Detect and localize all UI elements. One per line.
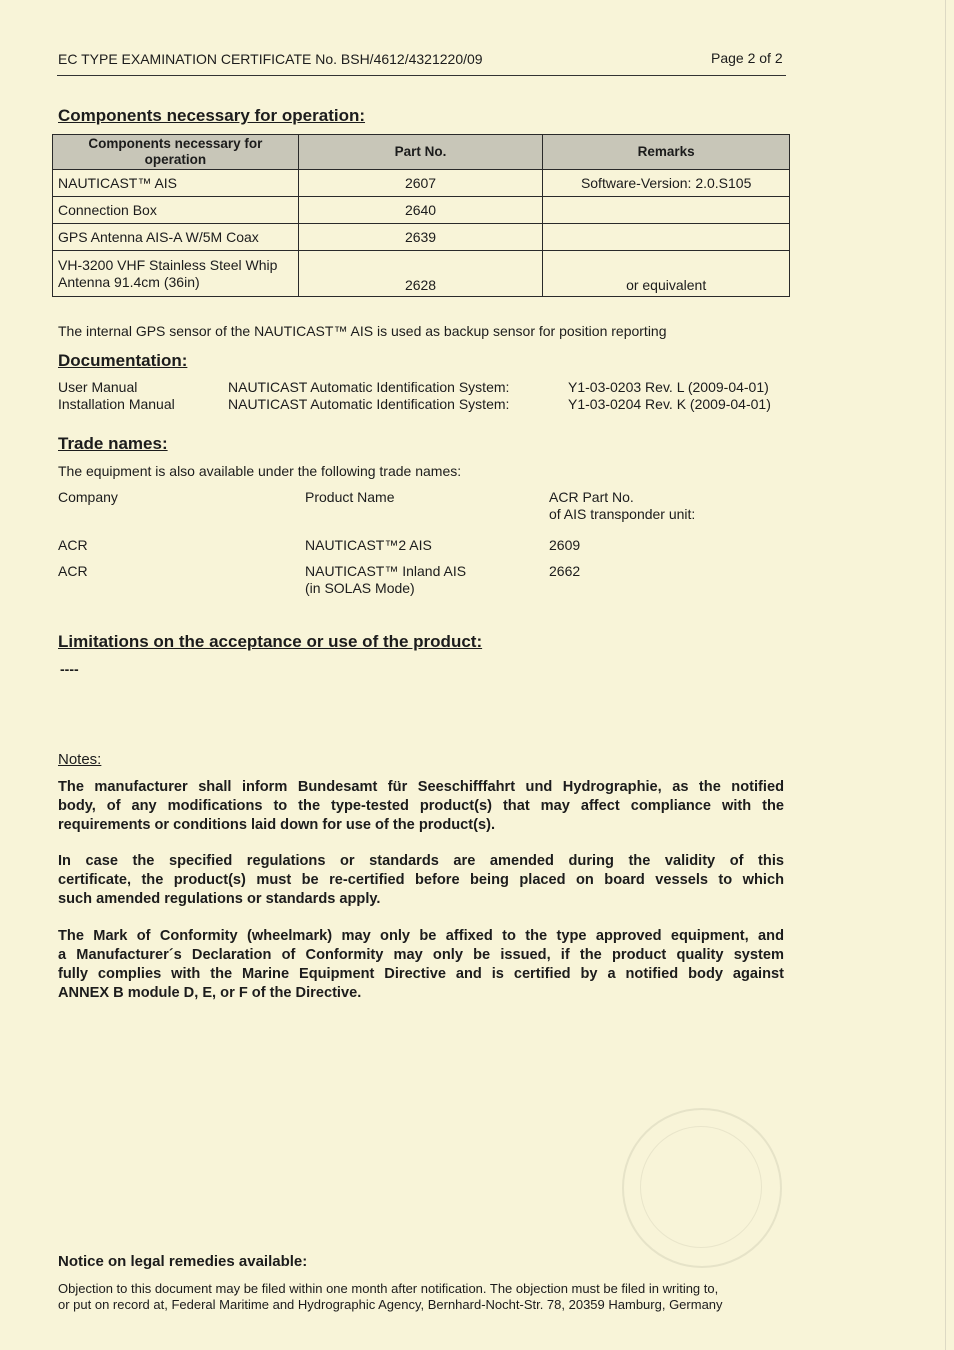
table-header-row xyxy=(53,135,790,170)
notes-line: The manufacturer shall inform Bundesamt für Seeschifffahrt und Hydrographie, as the notified xyxy=(58,779,784,795)
notes-line: such amended regulations or standards apply. xyxy=(58,891,381,907)
legal-line: Objection to this document may be filed within one month after notification. The objection must be filed in writing to, xyxy=(58,1281,719,1296)
remarks-cell xyxy=(543,197,790,224)
trade-company: ACR xyxy=(58,537,88,553)
notes-paragraph xyxy=(58,927,784,1003)
column-header-company: Company xyxy=(58,489,118,505)
component-cell: NAUTICAST™ AIS xyxy=(53,170,299,197)
doc-reference: Y1-03-0204 Rev. K (2009-04-01) xyxy=(568,396,771,412)
legal-line: or put on record at, Federal Maritime and Hydrographic Agency, Bernhard-Nocht-Str. 78, 20359 Hamburg, Germany xyxy=(58,1297,723,1312)
notes-line: In case the specified regulations or standards are amended during the validity of this xyxy=(58,853,784,869)
trade-names-intro: The equipment is also available under the following trade names: xyxy=(58,463,462,479)
component-cell: GPS Antenna AIS-A W/5M Coax xyxy=(53,224,299,251)
remarks-cell: or equivalent xyxy=(543,251,790,297)
component-line: VH-3200 VHF Stainless Steel Whip xyxy=(58,256,278,273)
faded-seal-inner xyxy=(640,1126,762,1248)
page-number: Page 2 of 2 xyxy=(711,50,783,66)
component-cell: Connection Box xyxy=(53,197,299,224)
table-row xyxy=(53,251,790,297)
notes-paragraph xyxy=(58,852,784,909)
notes-line: ANNEX B module D, E, or F of the Directive. xyxy=(58,985,362,1001)
table-row xyxy=(53,170,790,197)
legal-text xyxy=(58,1281,723,1313)
notes-heading: Notes: xyxy=(58,751,102,768)
components-heading: Components necessary for operation: xyxy=(58,106,366,125)
part-cell: 2607 xyxy=(298,170,543,197)
part-cell: 2628 xyxy=(298,251,543,297)
part-cell: 2640 xyxy=(298,197,543,224)
remarks-cell xyxy=(543,224,790,251)
page-edge xyxy=(945,0,946,1350)
components-table xyxy=(52,134,790,297)
notes-line: fully complies with the Marine Equipment Directive and is certified by a notified body against xyxy=(58,966,784,982)
column-header-part-line2: of AIS transponder unit: xyxy=(549,506,696,522)
component-cell xyxy=(53,251,299,297)
column-header-part: ACR Part No. xyxy=(549,489,634,505)
trade-product: NAUTICAST™ Inland AIS xyxy=(305,563,467,579)
trade-names-heading: Trade names: xyxy=(58,434,168,453)
column-header: Remarks xyxy=(543,135,790,170)
part-cell: 2639 xyxy=(298,224,543,251)
trade-product-line2: (in SOLAS Mode) xyxy=(305,580,415,596)
column-header-product: Product Name xyxy=(305,489,395,505)
table-row xyxy=(53,197,790,224)
doc-reference: Y1-03-0203 Rev. L (2009-04-01) xyxy=(568,379,769,395)
limitations-heading: Limitations on the acceptance or use of the product: xyxy=(58,632,483,651)
doc-title: NAUTICAST Automatic Identification System: xyxy=(228,396,510,412)
component-line: Antenna 91.4cm (36in) xyxy=(58,273,200,290)
remarks-cell: Software-Version: 2.0.S105 xyxy=(543,170,790,197)
notes-line: certificate, the product(s) must be re-certified before being placed on board vessels to which xyxy=(58,872,784,888)
notes-line: requirements or conditions laid down for use of the product(s). xyxy=(58,817,496,833)
certificate-title: EC TYPE EXAMINATION CERTIFICATE No. BSH/4612/4321220/09 xyxy=(58,51,483,67)
notes-line: body, of any modifications to the type-tested product(s) that may affect compliance with the xyxy=(58,798,784,814)
notes-line: The Mark of Conformity (wheelmark) may only be affixed to the type approved equipment, and xyxy=(58,928,784,944)
notes-line: a Manufacturer´s Declaration of Conformity may only be issued, if the product quality system xyxy=(58,947,784,963)
column-header: Components necessary for operation xyxy=(53,135,299,170)
gps-note: The internal GPS sensor of the NAUTICAST™ AIS is used as backup sensor for position reporting xyxy=(58,323,667,339)
trade-part: 2662 xyxy=(549,563,581,579)
trade-part: 2609 xyxy=(549,537,581,553)
table-row xyxy=(53,224,790,251)
doc-type: Installation Manual xyxy=(58,396,175,412)
doc-title: NAUTICAST Automatic Identification System: xyxy=(228,379,510,395)
trade-company: ACR xyxy=(58,563,88,579)
legal-heading: Notice on legal remedies available: xyxy=(58,1253,308,1270)
trade-product: NAUTICAST™2 AIS xyxy=(305,537,432,553)
limitations-value: ---- xyxy=(60,661,79,677)
doc-type: User Manual xyxy=(58,379,138,395)
documentation-heading: Documentation: xyxy=(58,351,188,370)
notes-paragraph xyxy=(58,778,784,835)
header-rule xyxy=(57,75,786,76)
column-header: Part No. xyxy=(298,135,543,170)
